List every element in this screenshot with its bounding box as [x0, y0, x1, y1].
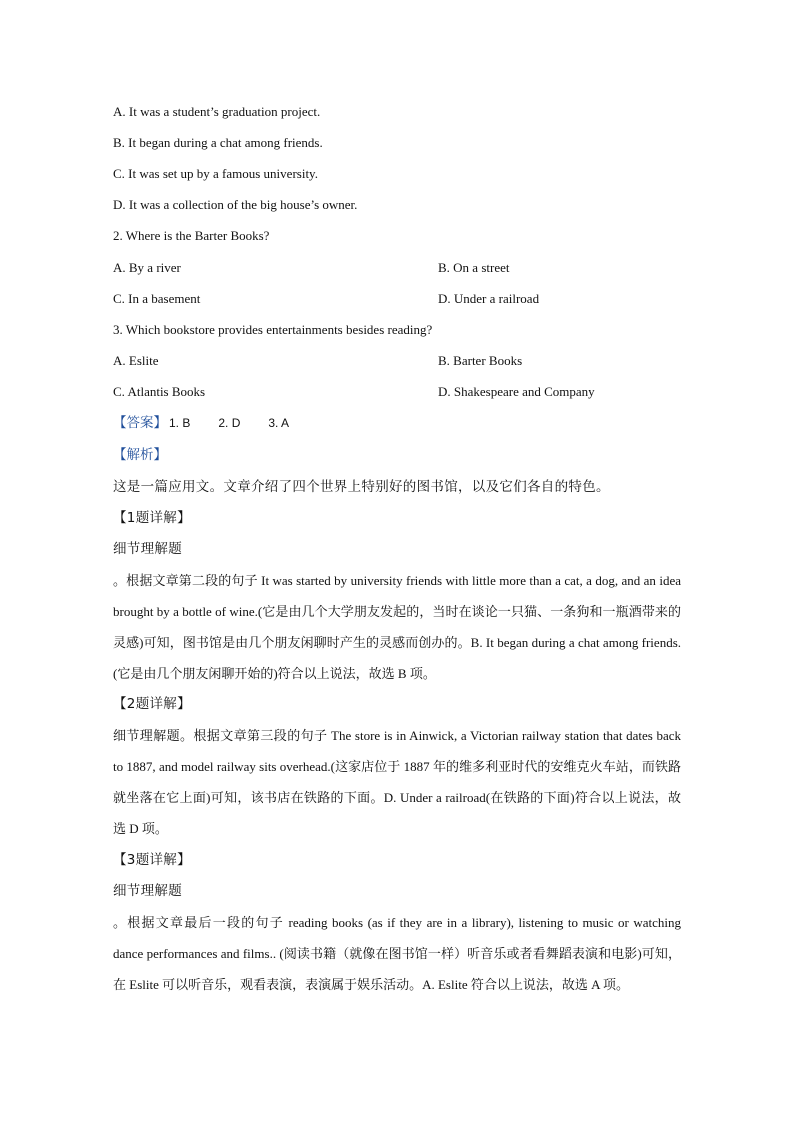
detail3-heading: 【3题详解】	[113, 852, 191, 868]
q1-option-d: D. It was a collection of the big house’s owner.	[113, 197, 358, 212]
q3-option-d: D. Shakespeare and Company	[438, 384, 595, 399]
detail3-text: 。根据文章最后一段的句子 reading books (as if they are in a library), listening to music or watching dance performances and films.. (阅读书籍（就像在图书馆一样）听音乐或者看舞蹈表演和电影)可知，在 Eslite 可以听音乐，观看表演，表演属于娱乐活动。A. Eslite 符合以上说法，故选 A 项。	[113, 915, 681, 992]
q2-option-c: C. In a basement	[113, 291, 201, 306]
q1-option-b: B. It began during a chat among friends.	[113, 135, 323, 150]
answer-label: 【答案】	[113, 415, 167, 430]
detail1-type: 细节理解题	[113, 541, 182, 557]
q2-option-b: B. On a street	[438, 260, 510, 275]
answer-value-1: 1. B	[169, 416, 191, 430]
q1-option-a: A. It was a student’s graduation project.	[113, 104, 321, 119]
q1-option-c: C. It was set up by a famous university.	[113, 166, 318, 181]
answer-value-2: 2. D	[218, 416, 241, 430]
q3-option-b: B. Barter Books	[438, 353, 523, 368]
analysis-summary: 这是一篇应用文。文章介绍了四个世界上特别好的图书馆，以及它们各自的特色。	[113, 479, 610, 495]
q2-option-a: A. By a river	[113, 260, 181, 275]
q2-question: 2. Where is the Barter Books?	[113, 228, 270, 243]
q3-question: 3. Which bookstore provides entertainments besides reading?	[113, 322, 433, 337]
answer-value-3: 3. A	[268, 416, 290, 430]
detail2-text: 细节理解题。根据文章第三段的句子 The store is in Ainwick, a Victorian railway station that dates back to 1887, and model railway sits overhead.(这家店位于 1887 年的维多利亚时代的安维克火车站，而铁路就坐落在它上面)可知，该书店在铁路的下面。D. Under a railroad(在铁路的下面)符合以上说法，故选 D 项。	[113, 728, 681, 836]
q2-option-d: D. Under a railroad	[438, 291, 540, 306]
q3-option-a: A. Eslite	[113, 353, 159, 368]
answer-row	[113, 414, 317, 432]
analysis-label: 【解析】	[113, 447, 167, 463]
q3-option-c: C. Atlantis Books	[113, 384, 206, 399]
detail2-heading: 【2题详解】	[113, 696, 191, 712]
detail1-heading: 【1题详解】	[113, 510, 191, 526]
detail3-type: 细节理解题	[113, 883, 182, 899]
detail1-text: 。根据文章第二段的句子 It was started by university friends with little more than a cat, a dog, and an idea brought by a bottle of wine.(它是由几个大学朋友发起的，当时在谈论一只猫、一条狗和一瓶酒带来的灵感)可知，图书馆是由几个朋友闲聊时产生的灵感而创办的。B. It began during a chat among friends.(它是由几个朋友闲聊开始的)符合以上说法，故选 B 项。	[113, 573, 681, 681]
